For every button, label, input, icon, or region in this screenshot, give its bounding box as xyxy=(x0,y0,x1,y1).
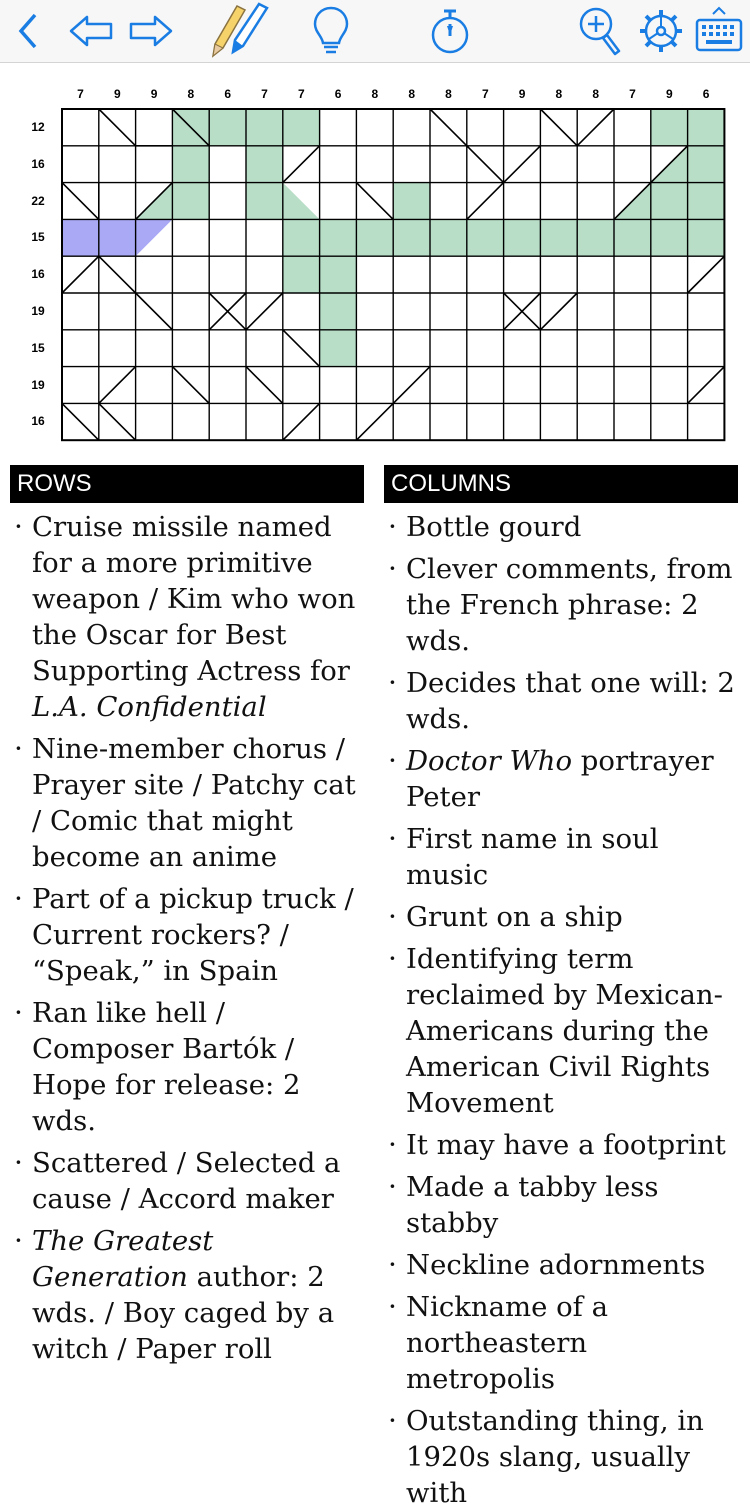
column-number: 8 xyxy=(187,87,195,101)
row-clue[interactable]: · The Greatest Generation author: 2 wds. / Boy caged by a witch / Paper roll xyxy=(10,1223,364,1367)
column-number: 7 xyxy=(629,87,636,101)
redo-arrow-icon[interactable] xyxy=(126,0,176,62)
row-number: 22 xyxy=(31,193,45,208)
diagonal-wall xyxy=(688,256,725,293)
diagonal-wall xyxy=(356,183,393,220)
row-number: 16 xyxy=(31,267,45,282)
column-clue[interactable]: · Made a tabby less stabby xyxy=(384,1169,738,1241)
diagonal-wall xyxy=(246,293,283,330)
row-clue[interactable]: · Cruise missile named for a more primitive weapon / Kim who won the Oscar for Best Supporting Actress for L.A. Confidential xyxy=(10,509,364,725)
row-number: 19 xyxy=(31,304,45,318)
diagonal-wall xyxy=(246,367,283,404)
timer-stopwatch-icon[interactable] xyxy=(427,0,473,62)
pencil-pen-icon[interactable] xyxy=(206,0,272,62)
toolbar xyxy=(0,0,750,63)
column-number: 8 xyxy=(445,87,452,101)
active-cell[interactable] xyxy=(62,219,172,256)
column-number: 8 xyxy=(371,87,379,101)
settings-gear-icon[interactable] xyxy=(636,0,686,62)
column-number: 7 xyxy=(481,87,489,101)
diagonal-wall xyxy=(688,367,725,404)
row-number: 15 xyxy=(31,230,45,245)
column-number: 6 xyxy=(334,87,342,101)
columns-clue-list xyxy=(384,465,738,1511)
hint-lightbulb-icon[interactable] xyxy=(308,0,354,62)
diagonal-wall xyxy=(577,109,614,146)
row-number: 12 xyxy=(31,120,45,134)
diagonal-wall xyxy=(540,293,577,330)
row-clue[interactable]: · Scattered / Selected a cause / Accord maker xyxy=(10,1145,364,1217)
column-clue[interactable]: · Grunt on a ship xyxy=(384,899,738,935)
column-clue[interactable]: · Decides that one will: 2 wds. xyxy=(384,665,738,737)
diagonal-wall xyxy=(62,256,99,293)
column-number: 8 xyxy=(408,87,416,101)
row-clue[interactable]: · Part of a pickup truck / Current rockers? / “Speak,” in Spain xyxy=(10,881,364,989)
diagonal-wall xyxy=(283,403,320,440)
column-clue[interactable]: · It may have a footprint xyxy=(384,1127,738,1163)
diagonal-wall xyxy=(99,256,136,293)
column-number: 9 xyxy=(518,87,526,101)
rows-header: ROWS xyxy=(10,465,364,503)
back-chevron-icon[interactable] xyxy=(10,0,46,62)
column-clue[interactable]: · Neckline adornments xyxy=(384,1247,738,1283)
column-number: 9 xyxy=(150,87,158,101)
diagonal-wall xyxy=(540,109,577,146)
rows-clue-list xyxy=(10,465,364,1367)
column-clue[interactable]: · Clever comments, from the French phrase: 2 wds. xyxy=(384,551,738,659)
diagonal-wall xyxy=(136,293,173,330)
diagonal-wall xyxy=(99,367,136,404)
columns-header: COLUMNS xyxy=(384,465,738,503)
column-number: 6 xyxy=(224,87,232,101)
row-number: 19 xyxy=(31,377,45,392)
diagonal-wall xyxy=(283,330,320,367)
row-number: 16 xyxy=(31,156,45,171)
row-clue[interactable]: · Nine-member chorus / Prayer site / Patchy cat / Comic that might become an anime xyxy=(10,731,364,875)
diagonal-wall xyxy=(467,183,504,220)
puzzle-grid[interactable] xyxy=(0,63,750,453)
puzzle-area xyxy=(0,63,750,453)
highlighted-path-cell[interactable] xyxy=(356,219,466,256)
column-number: 7 xyxy=(77,87,84,101)
diagonal-wall xyxy=(62,183,99,220)
diagonal-wall xyxy=(504,146,541,183)
column-number: 6 xyxy=(702,87,710,101)
column-clue[interactable]: · Outstanding thing, in 1920s slang, usually with xyxy=(384,1403,738,1511)
column-clue[interactable]: · Nickname of a northeastern metropolis xyxy=(384,1289,738,1397)
keyboard-icon[interactable] xyxy=(694,0,744,62)
column-clue[interactable]: · Bottle gourd xyxy=(384,509,738,545)
diagonal-wall xyxy=(283,146,320,183)
diagonal-wall xyxy=(99,109,136,146)
row-clue[interactable]: · Ran like hell / Composer Bartók / Hope for release: 2 wds. xyxy=(10,995,364,1139)
diagonal-wall xyxy=(62,403,99,440)
diagonal-wall xyxy=(172,367,209,404)
row-number: 15 xyxy=(31,340,45,355)
column-number: 7 xyxy=(297,87,305,101)
diagonal-wall xyxy=(99,403,136,440)
column-number: 8 xyxy=(555,87,563,101)
column-number: 8 xyxy=(592,87,600,101)
row-number: 16 xyxy=(31,414,45,429)
column-clue[interactable]: · Identifying term reclaimed by Mexican-Americans during the American Civil Rights Movement xyxy=(384,941,738,1121)
column-number: 9 xyxy=(665,87,673,101)
column-clue[interactable]: · Doctor Who portrayer Peter xyxy=(384,743,738,815)
zoom-icon[interactable] xyxy=(576,0,624,62)
column-clue[interactable]: · First name in soul music xyxy=(384,821,738,893)
undo-arrow-icon[interactable] xyxy=(66,0,116,62)
column-number: 7 xyxy=(261,87,268,101)
column-number: 9 xyxy=(113,87,121,101)
